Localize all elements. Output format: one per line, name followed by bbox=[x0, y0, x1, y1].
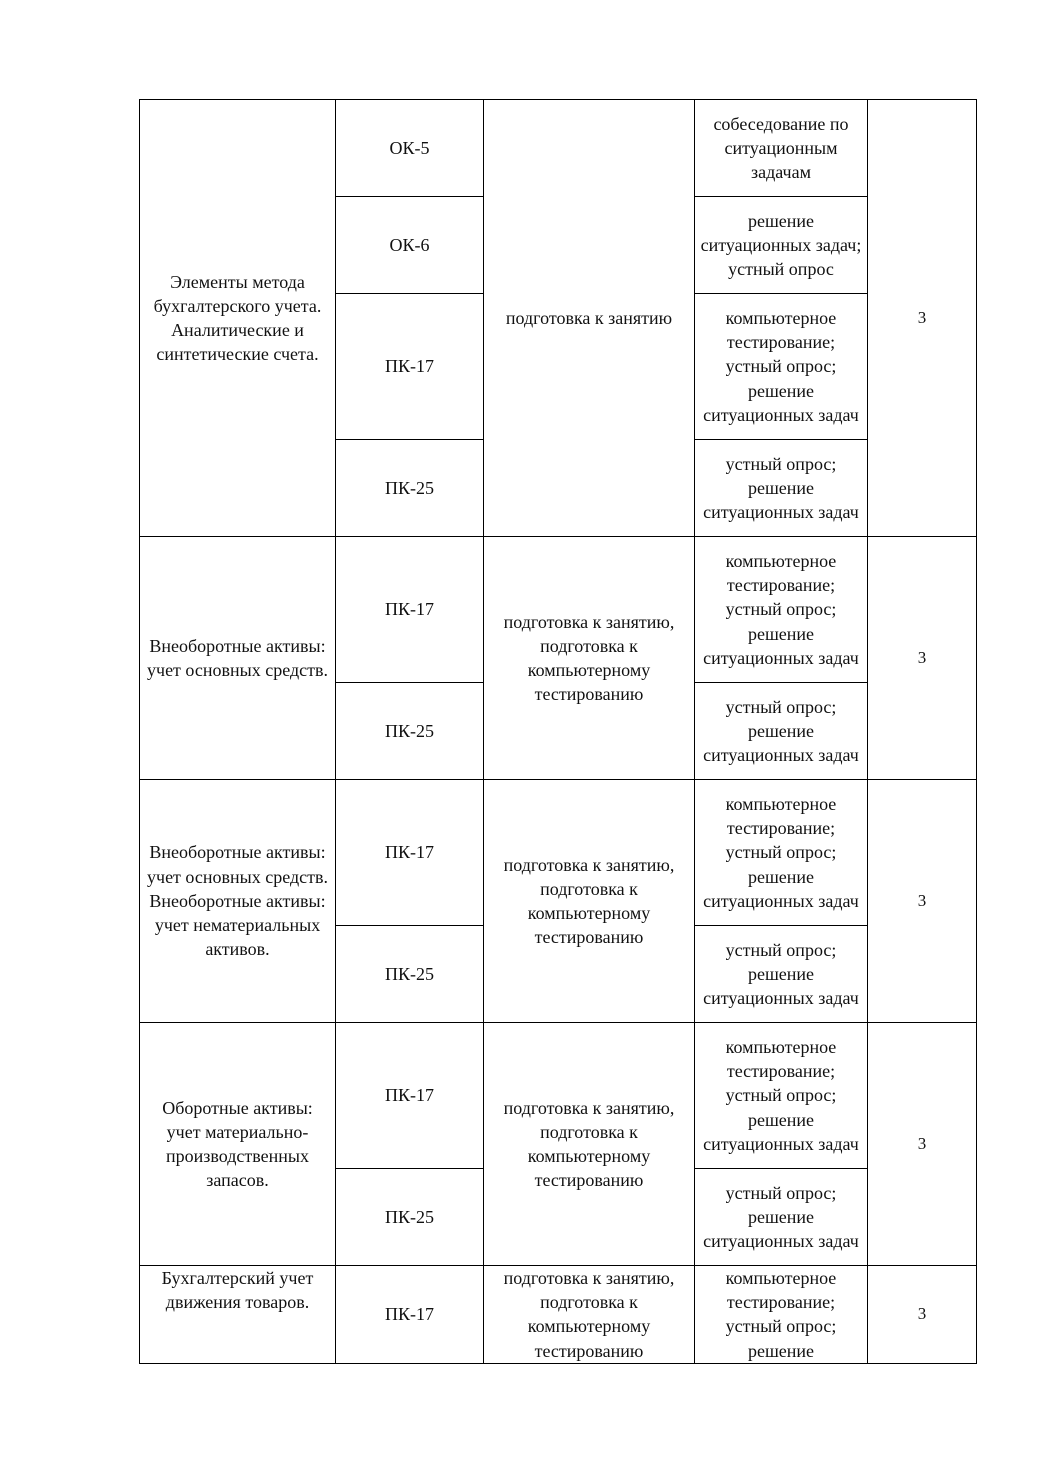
table-row bbox=[140, 780, 977, 926]
competence-code: ПК-25 bbox=[336, 440, 484, 537]
work-type-cell: подготовка к занятию, подготовка к компьютерному тестированию bbox=[484, 1266, 695, 1364]
table-row bbox=[140, 1023, 977, 1169]
evaluation-cell: собеседование по ситуационным задачам bbox=[695, 100, 868, 197]
evaluation-cell: компьютерное тестирование; устный опрос; решение bbox=[695, 1266, 868, 1364]
hours-cell: 3 bbox=[868, 1023, 977, 1266]
competence-code: ПК-17 bbox=[336, 1266, 484, 1364]
hours-cell: 3 bbox=[868, 780, 977, 1023]
evaluation-cell: компьютерное тестирование; устный опрос; решение ситуационных задач bbox=[695, 537, 868, 683]
competence-code: ПК-17 bbox=[336, 780, 484, 926]
evaluation-cell: компьютерное тестирование; устный опрос; решение ситуационных задач bbox=[695, 294, 868, 440]
work-type-cell: подготовка к занятию bbox=[484, 100, 695, 537]
topic-cell: Элементы метода бухгалтерского учета. Аналитические и синтетические счета. bbox=[140, 100, 336, 537]
table-row bbox=[140, 100, 977, 197]
topic-cell: Внеоборотные активы: учет основных средств. Внеоборотные активы: учет нематериальных активов. bbox=[140, 780, 336, 1023]
evaluation-cell: устный опрос; решение ситуационных задач bbox=[695, 683, 868, 780]
evaluation-cell: устный опрос; решение ситуационных задач bbox=[695, 440, 868, 537]
topic-cell: Оборотные активы: учет материально-производственных запасов. bbox=[140, 1023, 336, 1266]
assessment-table bbox=[139, 99, 977, 1364]
competence-code: ПК-25 bbox=[336, 926, 484, 1023]
evaluation-cell: устный опрос; решение ситуационных задач bbox=[695, 926, 868, 1023]
competence-code: ПК-17 bbox=[336, 294, 484, 440]
topic-cell: Бухгалтерский учет движения товаров. bbox=[140, 1266, 336, 1364]
competence-code: ОК-5 bbox=[336, 100, 484, 197]
work-type-cell: подготовка к занятию, подготовка к компьютерному тестированию bbox=[484, 1023, 695, 1266]
table-row bbox=[140, 1266, 977, 1364]
competence-code: ПК-25 bbox=[336, 683, 484, 780]
evaluation-cell: решение ситуационных задач; устный опрос bbox=[695, 197, 868, 294]
work-type-cell: подготовка к занятию, подготовка к компьютерному тестированию bbox=[484, 537, 695, 780]
evaluation-cell: компьютерное тестирование; устный опрос; решение ситуационных задач bbox=[695, 1023, 868, 1169]
hours-cell: 3 bbox=[868, 1266, 977, 1364]
table-row bbox=[140, 537, 977, 683]
hours-cell: 3 bbox=[868, 537, 977, 780]
competence-code: ПК-17 bbox=[336, 537, 484, 683]
topic-cell: Внеоборотные активы: учет основных средств. bbox=[140, 537, 336, 780]
competence-code: ОК-6 bbox=[336, 197, 484, 294]
hours-cell: 3 bbox=[868, 100, 977, 537]
evaluation-cell: компьютерное тестирование; устный опрос; решение ситуационных задач bbox=[695, 780, 868, 926]
evaluation-cell: устный опрос; решение ситуационных задач bbox=[695, 1169, 868, 1266]
competence-code: ПК-25 bbox=[336, 1169, 484, 1266]
work-type-cell: подготовка к занятию, подготовка к компьютерному тестированию bbox=[484, 780, 695, 1023]
competence-code: ПК-17 bbox=[336, 1023, 484, 1169]
